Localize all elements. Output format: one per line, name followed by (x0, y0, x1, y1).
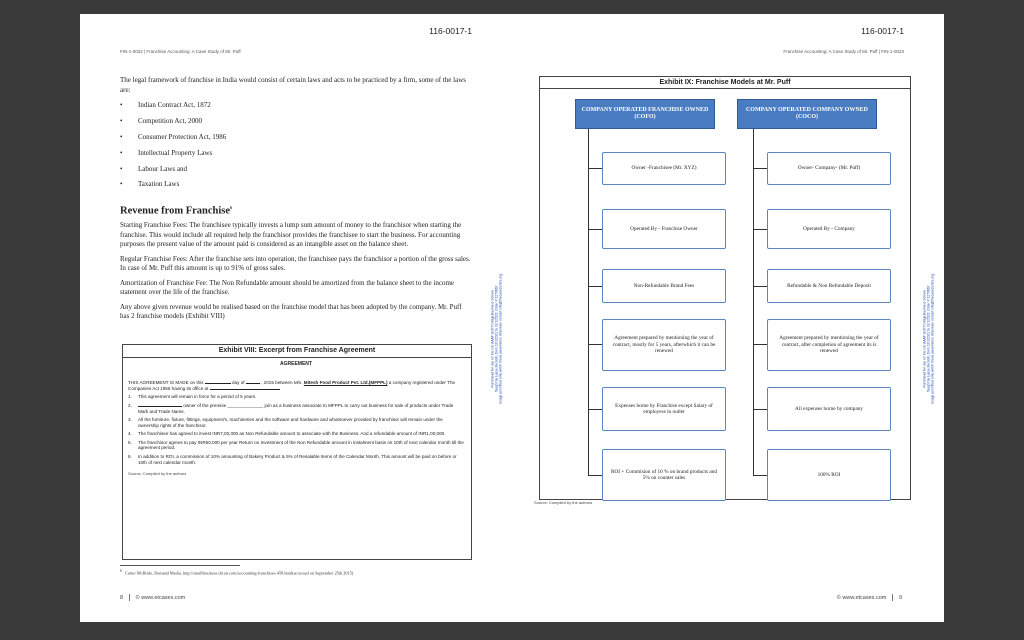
watermark-line: Usage permitted only within these parameters otherwise contact info@thecaseCentre.org (499, 273, 504, 405)
laws-list (120, 101, 472, 190)
clause-text: This agreement will remain in force for a period of 5 years. (138, 394, 257, 400)
footnote (120, 569, 480, 575)
clause-number: 2. (128, 402, 132, 408)
clause-text: The franchisor agrees to pay INR50,000 per year Return on Investment of the Non Refundable amount in instalment basis on 10th of next calendar month till the agreement period. (138, 439, 464, 451)
agreement-heading: AGREEMENT (280, 361, 312, 367)
blank-line (138, 406, 182, 407)
franchise-models-diagram (540, 89, 910, 499)
running-header: Franchise Accounting: A Case Study of Mr. Puff | FIN-1-0023 (783, 49, 904, 54)
exhibit-ix (539, 76, 911, 500)
clause-text: The franchisee has agreed to invest INR7,00,000 as Non Refundable amount to associate with the Business. And a refundable amount of INR1,00,000. (138, 431, 446, 437)
cofo-connector (588, 129, 589, 475)
paragraph: Amortization of Franchise Fee: The Non Refundable amount should be amortized from the balance sheet to the income statement over the life of the franchise. (120, 278, 455, 296)
clause-number: 5. (128, 439, 132, 445)
section-heading (120, 203, 472, 216)
clause-text: All the furniture, fixture, fittings, equipment's, machineries and the software and hardware and whatsoever provided by franchisor will remain under the ownership rights of the franchisor. (138, 416, 443, 428)
watermark-line: Purchased for use on the US GAAP at (FTI) Riga Business School (922, 290, 927, 388)
coco-roi-box: 100% ROI (767, 449, 891, 501)
connector (588, 409, 602, 410)
footer-separator (892, 594, 893, 601)
coco-agreement-box: Agreement prepared by mentioning the year of contract, after completion of agreement its is renewed (767, 319, 891, 371)
list-item: • Taxation Laws (120, 180, 472, 190)
usage-watermark-text (491, 274, 504, 404)
usage-watermark (478, 239, 516, 439)
cofo-roi-box: ROI + Commision of 10 % on brand products and 5% on counter sales (602, 449, 726, 501)
agreement-clause (128, 394, 464, 400)
coco-connector (753, 129, 754, 475)
watermark-line: Purchased for use on the US GAAP at (FTI) Riga Business School (490, 290, 495, 388)
connector (753, 286, 767, 287)
list-item: • Labour Laws and (120, 165, 472, 175)
running-header: FIN-1-0022 | Franchise Accounting: A Case Study of Mr. Puff (120, 49, 241, 54)
footer-url[interactable]: © www.etcases.com (836, 594, 887, 601)
connector (588, 168, 602, 169)
clause-number: 3. (128, 416, 132, 422)
cofo-owner-box: Owner -Franchisee (Mr. XYZ) (602, 152, 726, 185)
agreement-clause (128, 403, 464, 415)
footnote-mark: 6 (120, 569, 122, 573)
footer-separator (129, 594, 130, 601)
coco-operator-box: Operated By - Company (767, 209, 891, 249)
preamble-text: , 2015 between M/s. (261, 379, 303, 385)
blank-line (210, 389, 280, 390)
list-item: • Indian Contract Act, 1872 (120, 101, 472, 111)
page-number: 8 (120, 594, 124, 601)
list-item: • Competition Act, 2000 (120, 117, 472, 127)
intro-paragraph: The legal framework of franchise in India would consist of certain laws and acts to be practiced by a firm, some of the laws are: (120, 76, 466, 94)
preamble-text: a company registered under The Companies Act 1956 having its office at (128, 379, 456, 391)
list-item: • Consumer Protection Act, 1986 (120, 133, 472, 143)
page-footer (837, 594, 902, 601)
agreement-clause (128, 440, 464, 452)
usage-watermark (910, 239, 948, 439)
clause-text: In addition to ROI, a commission of 10% amounting of Bakery Product & 5% of Resalable Items of the Calendar Month. This amount will be paid on before or 10th of next calendar month. (138, 453, 457, 465)
watermark-line: Taught by Lasse Bernoth, from 12/1/2021 to 31/1/2022. Order # 2270662 (926, 285, 931, 393)
clause-number: 4. (128, 431, 132, 437)
agreement-clause (128, 417, 464, 429)
document-code: 116-0017-1 (861, 26, 904, 36)
list-item: • Intellectual Property Laws (120, 149, 472, 159)
footnote-divider (120, 565, 240, 566)
footnote-ref[interactable]: 6 (230, 205, 233, 210)
cofo-operator-box: Operated By - Franchise Owner (602, 209, 726, 249)
exhibit-source: Source: Compiled by the authors (128, 471, 187, 477)
cofo-fees-box: Non-Refundable Brand Fees (602, 269, 726, 303)
watermark-line: Taught by Lasse Bernoth, from 12/1/2021 to 31/1/2022. Order # 2270662 (494, 285, 499, 393)
paragraph: Starting Franchise Fees: The franchisee typically invests a lump sum amount of money to the franchisor when starting the franchise. This would include all required help the franchisor provides the franchisee to start the business. For accounting purposes the present value of the amount paid is considered as an intangible asset on the balance sheet. (120, 221, 462, 248)
coco-expenses-box: All expenses borne by company (767, 387, 891, 431)
connector (753, 344, 767, 345)
footnote-text[interactable]: Carter McBride, Demand Media, http://smallbusiness.chron.com/accounting-franchises-458.html(accessed on September 25th 2015) (125, 570, 354, 576)
revenue-section (120, 203, 472, 327)
agreement-clause (128, 431, 464, 437)
exhibit-title: Exhibit IX: Franchise Models at Mr. Puff (540, 77, 910, 89)
clause-text: owner of the premise ______________ join as a business associate to MFPPL to carry out business for sale of products under Trade Mark and Trade Name. (138, 402, 454, 414)
connector (588, 229, 602, 230)
coco-header: COMPANY OPERATED COMPANY OWNED (COCO) (737, 99, 877, 129)
section-heading-text: Revenue from Franchise (120, 205, 231, 217)
intro-block (120, 76, 472, 196)
paragraph: Regular Franchise Fees: After the franchise sets into operation, the franchisee pays the franchisor a portion of the gross sales. In case of Mr. Puff this amount is up to 91% of gross sales. (120, 254, 471, 272)
agreement-preamble (128, 380, 464, 392)
clause-number: 6. (128, 453, 132, 459)
connector (588, 344, 602, 345)
left-page (80, 14, 512, 622)
cofo-header: COMPANY OPERATED FRANCHISE OWNED (COFO) (575, 99, 715, 129)
page-footer (120, 594, 185, 601)
agreement-excerpt (128, 359, 464, 477)
document-code: 116-0017-1 (429, 26, 472, 36)
right-page (512, 14, 944, 622)
usage-watermark-text (923, 274, 936, 404)
connector (753, 475, 767, 476)
blank-line (246, 383, 260, 384)
paragraph: Any above given revenue would be realised based on the franchise model that has been adopted by the company. Mr. Puff has 2 franchise models (Exhibit VIII) (120, 302, 462, 320)
connector (588, 286, 602, 287)
connector (753, 168, 767, 169)
clause-number: 1. (128, 394, 132, 400)
coco-owner-box: Owner- Company- (Mr. Puff) (767, 152, 891, 185)
agreement-clause (128, 454, 464, 466)
blank-line (205, 383, 231, 384)
coco-deposit-box: Refundable & Non Refundable Deposit (767, 269, 891, 303)
exhibit-title: Exhibit VIII: Excerpt from Franchise Agreement (123, 345, 471, 358)
exhibit-viii (122, 344, 472, 560)
page-number: 9 (898, 594, 902, 601)
preamble-text: day of (232, 379, 245, 385)
footer-url[interactable]: © www.etcases.com (135, 594, 186, 601)
connector (753, 409, 767, 410)
connector (588, 475, 602, 476)
cofo-agreement-box: Agreement prepared by mentioning the year of contract, mostly for 5 years, afterwhich it can be renewed (602, 319, 726, 371)
preamble-text: THIS AGREEMENT IS MADE on this (128, 379, 204, 385)
company-name: Mitesh Food Product Pvt. Ltd.(MFPPL) (303, 379, 388, 385)
connector (753, 229, 767, 230)
cofo-expenses-box: Expenses borne by Franchise except Salary of employess in outlet (602, 387, 726, 431)
exhibit-source: Source: Compiled by the authors (534, 500, 593, 505)
watermark-line: Usage permitted only within these parameters otherwise contact info@thecaseCentre.org (931, 273, 936, 405)
